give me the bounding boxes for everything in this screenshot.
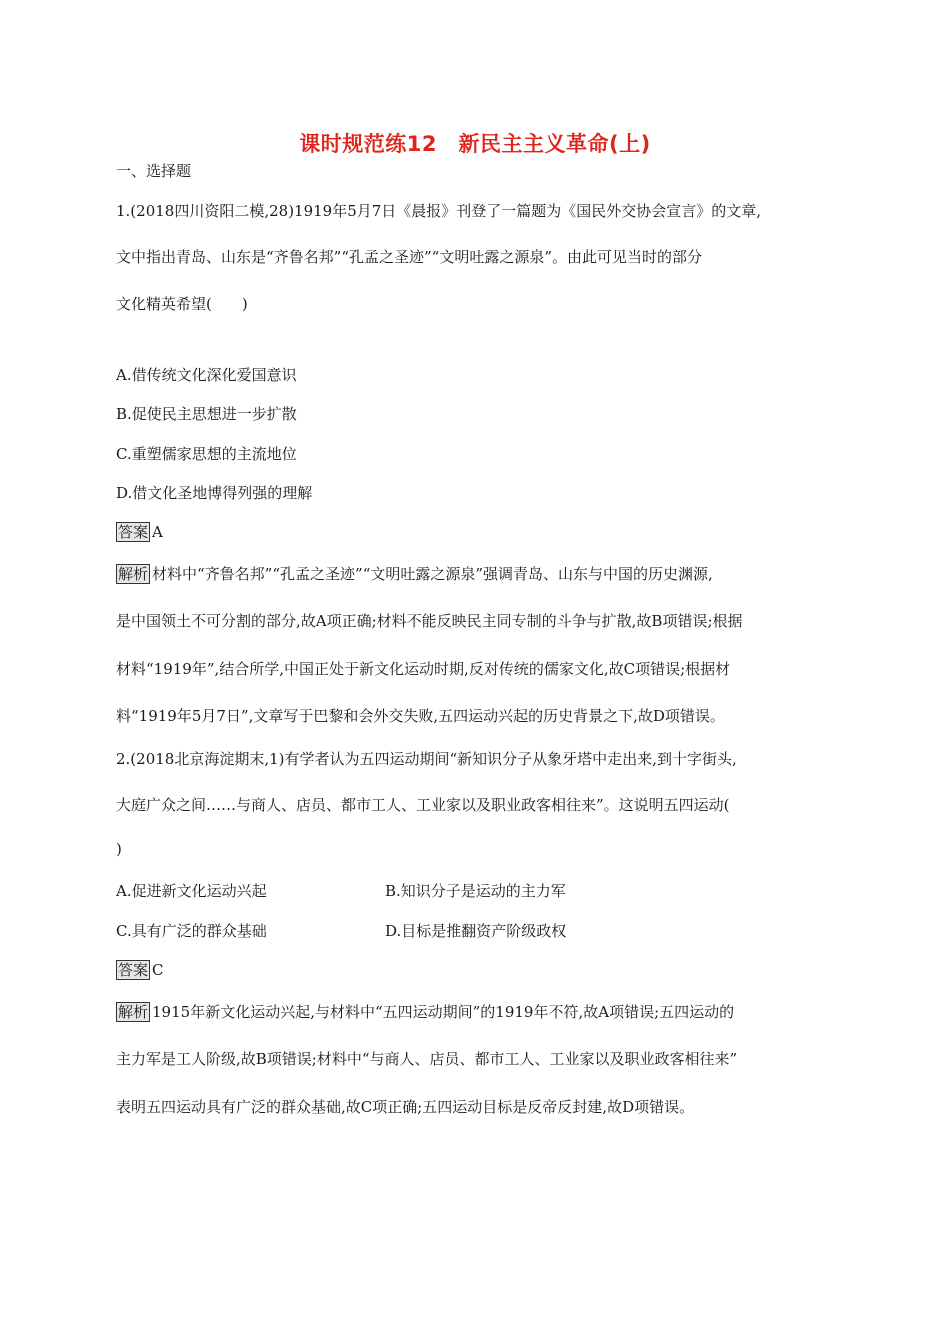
q2-answer [116, 960, 164, 980]
answer-value: A [152, 523, 163, 541]
q1-analysis-line-1 [116, 563, 713, 584]
q1-option-b: B.促使民主思想进一步扩散 [116, 405, 297, 423]
q2-stem-line-1: 2.(2018北京海淀期末,1)有学者认为五四运动期间“新知识分子从象牙塔中走出来,到十字街头, [116, 750, 737, 768]
analysis-tag: 解析 [118, 1003, 149, 1021]
q1-analysis-line-3: 材料“1919年”,结合所学,中国正处于新文化运动时期,反对传统的儒家文化,故C项错误;根据材 [116, 660, 731, 678]
q2-analysis-line-3: 表明五四运动具有广泛的群众基础,故C项正确;五四运动目标是反帝反封建,故D项错误。 [116, 1098, 695, 1116]
analysis-tag: 解析 [118, 565, 149, 583]
answer-tag: 答案 [118, 961, 149, 979]
analysis-text: 1915年新文化运动兴起,与材料中“五四运动期间”的1919年不符,故A项错误;五四运动的 [152, 1003, 735, 1021]
q2-option-c: C.具有广泛的群众基础 [116, 922, 267, 940]
q1-analysis-line-2: 是中国领土不可分割的部分,故A项正确;材料不能反映民主同专制的斗争与扩散,故B项错误;根据 [116, 612, 743, 630]
section-heading: 一、选择题 [116, 162, 192, 180]
q1-option-d: D.借文化圣地博得列强的理解 [116, 484, 313, 502]
analysis-text: 材料中“齐鲁名邦”“孔孟之圣迹”“文明吐露之源泉”强调青岛、山东与中国的历史渊源, [152, 565, 713, 583]
q2-stem-line-3: ) [116, 840, 122, 858]
q1-option-a: A.借传统文化深化爱国意识 [116, 366, 297, 384]
q2-option-d: D.目标是推翻资产阶级政权 [385, 922, 567, 940]
page-title: 课时规范练12 新民主主义革命(上) [299, 132, 651, 156]
q1-stem-line-1: 1.(2018四川资阳二模,28)1919年5月7日《晨报》刊登了一篇题为《国民外交协会宣言》的文章, [116, 202, 762, 220]
q1-option-c: C.重塑儒家思想的主流地位 [116, 445, 297, 463]
q2-stem-line-2: 大庭广众之间……与商人、店员、都市工人、工业家以及职业政客相往来”。这说明五四运动( [116, 796, 730, 814]
q2-option-b: B.知识分子是运动的主力军 [385, 882, 566, 900]
q2-analysis-line-1 [116, 1001, 734, 1022]
answer-value: C [152, 961, 164, 979]
q1-analysis-line-4: 料“1919年5月7日”,文章写于巴黎和会外交失败,五四运动兴起的历史背景之下,故D项错误。 [116, 707, 725, 725]
q1-stem-line-2: 文中指出青岛、山东是“齐鲁名邦”“孔孟之圣迹”“文明吐露之源泉”。由此可见当时的部分 [116, 248, 703, 266]
q1-answer [116, 522, 163, 542]
q1-stem-line-3: 文化精英希望( ) [116, 295, 248, 313]
q2-option-a: A.促进新文化运动兴起 [116, 882, 267, 900]
q2-analysis-line-2: 主力军是工人阶级,故B项错误;材料中“与商人、店员、都市工人、工业家以及职业政客相往来” [116, 1050, 738, 1068]
answer-tag: 答案 [118, 523, 149, 541]
